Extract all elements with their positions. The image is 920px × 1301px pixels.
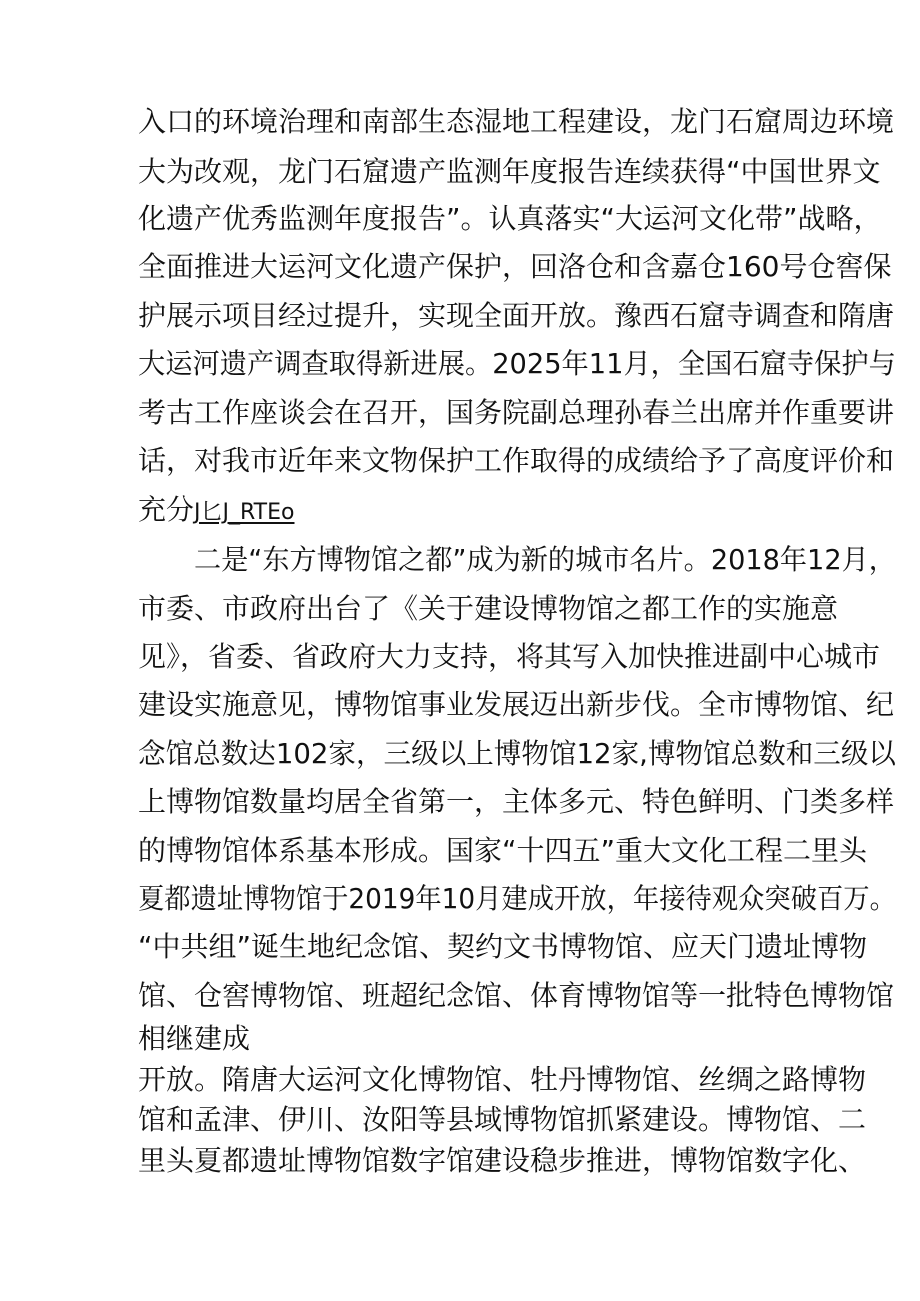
text-line: 大为改观，龙门石窟遗产监测年度报告连续获得“中国世界文: [138, 155, 881, 188]
text-line: 考古工作座谈会在召开，国务院副总理孙春兰出席并作重要讲: [138, 396, 895, 429]
text-line: 馆和孟津、伊川、汝阳等县域博物馆抓紧建设。博物馆、二: [138, 1103, 867, 1136]
garbled-ocr-text: J匕J_RTEo: [194, 500, 295, 525]
text-line: 夏都遗址博物馆于2019年10月建成开放，年接待观众突破百万。: [138, 882, 896, 915]
text-line: 入口的环境治理和南部生态湿地工程建设，龙门石窟周边环境: [138, 105, 895, 138]
text-line-last: [138, 492, 294, 531]
text-line: 大运河遗产调查取得新进展。2025年11月，全国石窟寺保护与: [138, 347, 896, 380]
text-line: 话，对我市近年来文物保护工作取得的成绩给予了高度评价和: [138, 444, 895, 477]
text-line: 护展示项目经过提升，实现全面开放。豫西石窟寺调查和隋唐: [138, 299, 895, 332]
text-line: 里头夏都遗址博物馆数字馆建设稳步推进，博物馆数字化、: [138, 1144, 867, 1177]
text-line: 相继建成: [138, 1022, 251, 1055]
text-line: 全面推进大运河文化遗产保护，回洛仓和含嘉仓160号仓窖保: [138, 250, 892, 283]
text-line: 上博物馆数量均居全省第一，主体多元、特色鲜明、门类多样: [138, 785, 895, 818]
text-line: 的博物馆体系基本形成。国家“十四五”重大文化工程二里头: [138, 834, 868, 867]
text-line-indented: 二是“东方博物馆之都”成为新的城市名片。2018年12月，: [194, 543, 896, 576]
text-line: 见》，省委、省政府大力支持，将其写入加快推进副中心城市: [138, 640, 881, 673]
text-line: 馆、仓窖博物馆、班超纪念馆、体育博物馆等一批特色博物馆: [138, 979, 895, 1012]
text-line: 市委、市政府出台了《关于建设博物馆之都工作的实施意: [138, 592, 839, 625]
text-line: “中共组”诞生地纪念馆、契约文书博物馆、应天门遗址博物: [138, 930, 868, 963]
text-line: 化遗产优秀监测年度报告”。认真落实“大运河文化带”战略，: [138, 202, 882, 235]
text-line: 念馆总数达102家，三级以上博物馆12家,博物馆总数和三级以: [138, 737, 896, 770]
text-line: 开放。隋唐大运河文化博物馆、牡丹博物馆、丝绸之路博物: [138, 1063, 867, 1096]
text-line-prefix: 充分: [138, 493, 195, 526]
text-line: 建设实施意见，博物馆事业发展迈出新步伐。全市博物馆、纪: [138, 688, 895, 721]
